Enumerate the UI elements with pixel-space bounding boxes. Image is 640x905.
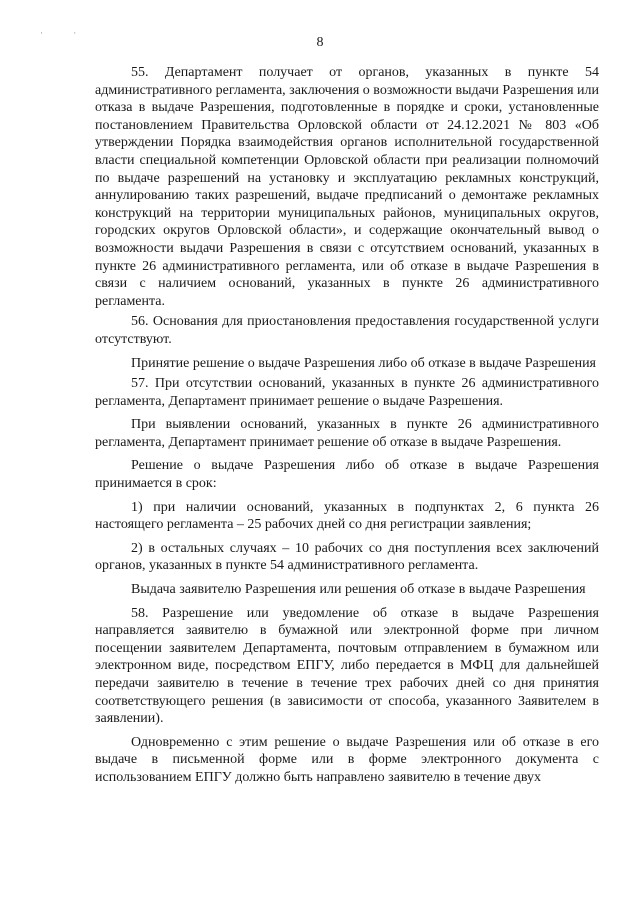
document-body [95,64,599,790]
paragraph-decision-term: Решение о выдаче Разрешения либо об отказе в выдаче Разрешения принимается в срок: [95,458,599,492]
section-heading-issuance: Выдача заявителю Разрешения или решения об отказе в выдаче Разрешения [131,582,586,598]
paragraph-58: 58. Разрешение или уведомление об отказе в выдаче Разрешения направляется заявителю в бумажной или электронной форме при личном посещении заявителем Департамента, почтовым отправлением в бумажном или электронном виде, посредством ЕПГУ, либо передается в МФЦ для дальнейшей передачи заявителю в течение в течение трех рабочих дней со дня принятия соответствующего решения (в зависимости от способа, указанного Заявителем в заявлении). [95,605,599,727]
list-item-1: 1) при наличии оснований, указанных в подпунктах 2, 6 пункта 26 настоящего регламента – 25 рабочих дней со дня регистрации заявления; [95,499,599,533]
page-number: 8 [316,35,324,50]
paragraph-simultaneous-notice: Одновременно с этим решение о выдаче Разрешения или об отказе в его выдаче в письменной форме или в форме электронного документа с использованием ЕПГУ должно быть направлено заявителю в течение двух [95,734,599,785]
paragraph-55: 55. Департамент получает от органов, указанных в пункте 54 административного регламента, заключения о возможности выдачи Разрешения или отказа в выдаче Разрешения, подготовленные в порядке и сроки, установленные постановлением Правительства Орловской области от 24.12.2021 № 803 «Об утверждении Порядка взаимодействия органов исполнительной государственной власти специальной компетенции Орловской области при реализации полномочий по выдаче разрешений на установку и эксплуатацию рекламных конструкций, аннулированию таких разрешений, выдаче предписаний о демонтаже рекламных конструкций на территории муниципальных районов, муниципальных округов, городских округов Орловской области», и содержащие окончательный вывод о возможности выдачи Разрешения в связи с отсутствием оснований, указанных в пункте 26 административного регламента, или об отказе в выдаче Разрешения в связи с наличием оснований, указанных в пункте 26 административного регламента. [95,65,599,309]
section-heading-decision: Принятие решение о выдаче Разрешения либо об отказе в выдаче Разрешения [131,355,597,371]
scan-artifact-mark: · · [40,28,91,38]
paragraph-56: 56. Основания для приостановления предоставления государственной услуги отсутствуют. [95,314,599,347]
paragraph-57-refusal: При выявлении оснований, указанных в пункте 26 административного регламента, Департамент принимает решение об отказе в выдаче Разрешения. [95,417,599,450]
list-item-2: 2) в остальных случаях – 10 рабочих со дня поступления всех заключений органов, указанных в пункте 54 административного регламента. [95,540,599,574]
paragraph-57: 57. При отсутствии оснований, указанных в пункте 26 административного регламента, Департамент принимает решение о выдаче Разрешения. [95,376,599,409]
